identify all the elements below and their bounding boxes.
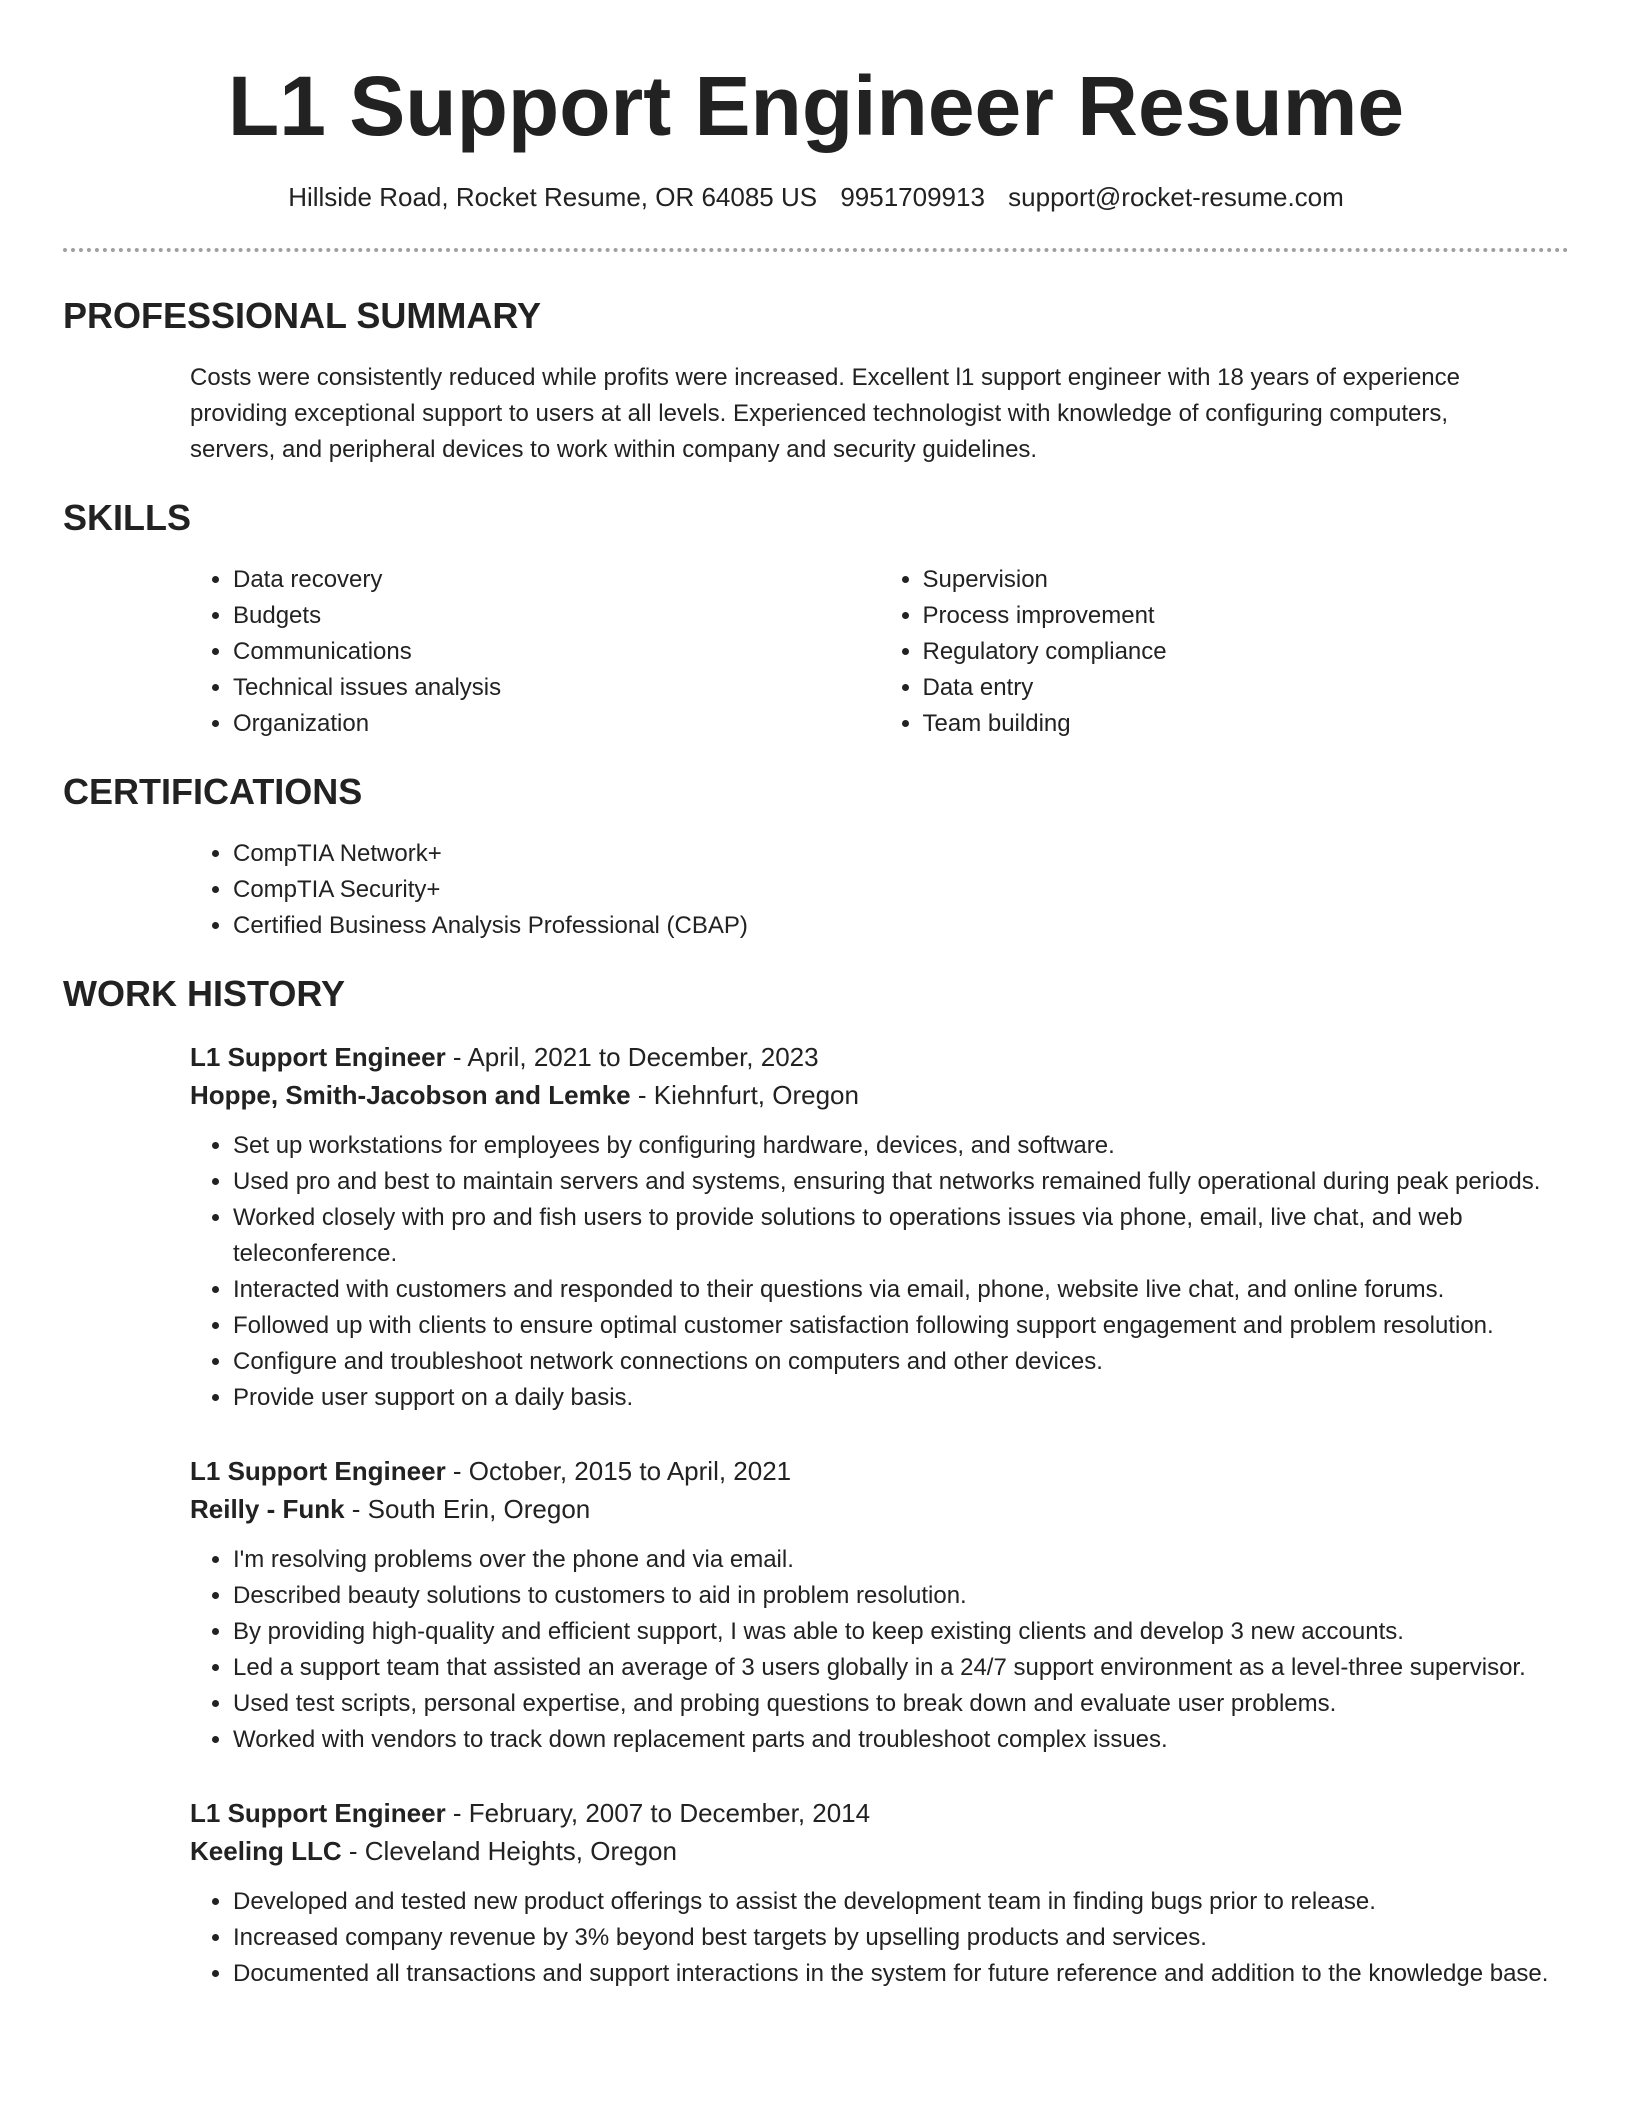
job-entry <box>190 1038 1569 1416</box>
resume-title: L1 Support Engineer Resume <box>227 59 1405 153</box>
skill-item: • Organization <box>233 706 880 742</box>
job-bullet: • Increased company revenue by 3% beyond best targets by upselling products and services. <box>233 1920 1569 1956</box>
job-location: - Cleveland Heights, Oregon <box>341 1836 677 1866</box>
job-role-line <box>190 1794 1569 1832</box>
job-dates: - October, 2015 to April, 2021 <box>445 1456 792 1486</box>
skills-list-right <box>880 562 1570 742</box>
job-bullet: • Developed and tested new product offerings to assist the development team in finding bugs prior to release. <box>233 1884 1569 1920</box>
certification-item: • Certified Business Analysis Professional (CBAP) <box>233 908 1569 944</box>
job-bullet: • Worked with vendors to track down replacement parts and troubleshoot complex issues. <box>233 1722 1569 1758</box>
job-bullet: • Used test scripts, personal expertise, and probing questions to break down and evaluate user problems. <box>233 1686 1569 1722</box>
skill-item: • Data entry <box>923 670 1570 706</box>
professional-summary-section <box>63 294 1569 468</box>
job-entry <box>190 1452 1569 1758</box>
skill-item: • Regulatory compliance <box>923 634 1570 670</box>
certification-item: • CompTIA Security+ <box>233 872 1569 908</box>
job-role: L1 Support Engineer <box>190 1798 446 1828</box>
skills-grid <box>190 562 1569 742</box>
job-role-line <box>190 1452 1569 1490</box>
section-title-certifications: CERTIFICATIONS <box>63 771 363 812</box>
job-dates: - April, 2021 to December, 2023 <box>445 1042 819 1072</box>
job-bullets <box>190 1128 1569 1416</box>
section-title-summary: PROFESSIONAL SUMMARY <box>63 295 542 336</box>
job-bullet: • Followed up with clients to ensure optimal customer satisfaction following support engagement and problem resolution. <box>233 1308 1569 1344</box>
job-bullet: • Worked closely with pro and fish users to provide solutions to operations issues via phone, email, live chat, and web teleconference. <box>233 1200 1569 1272</box>
job-bullets <box>190 1884 1569 1992</box>
job-location: - Kiehnfurt, Oregon <box>630 1080 859 1110</box>
job-location: - South Erin, Oregon <box>344 1494 591 1524</box>
skill-item: • Team building <box>923 706 1570 742</box>
job-role: L1 Support Engineer <box>190 1042 446 1072</box>
job-company-line <box>190 1832 1569 1870</box>
header-divider <box>63 248 1569 252</box>
skills-list-left <box>190 562 880 742</box>
skill-item: • Process improvement <box>923 598 1570 634</box>
skills-section <box>63 496 1569 742</box>
section-title-skills: SKILLS <box>63 497 192 538</box>
skill-item: • Communications <box>233 634 880 670</box>
certifications-body <box>63 836 1569 944</box>
job-bullet: • Used pro and best to maintain servers and systems, ensuring that networks remained fully operational during peak periods. <box>233 1164 1569 1200</box>
job-company: Keeling LLC <box>190 1836 342 1866</box>
job-entry <box>190 1794 1569 1992</box>
contact-email: support@rocket-resume.com <box>1008 182 1344 212</box>
skill-item: • Technical issues analysis <box>233 670 880 706</box>
job-company: Hoppe, Smith-Jacobson and Lemke <box>190 1080 631 1110</box>
job-bullet: • Documented all transactions and support interactions in the system for future reference and addition to the knowledge base. <box>233 1956 1569 1992</box>
skill-item: • Supervision <box>923 562 1570 598</box>
contact-address: Hillside Road, Rocket Resume, OR 64085 US <box>288 182 818 212</box>
contact-phone: 9951709913 <box>840 182 985 212</box>
job-bullet: • Configure and troubleshoot network connections on computers and other devices. <box>233 1344 1569 1380</box>
skills-body <box>63 562 1569 742</box>
contact-line <box>63 180 1569 214</box>
job-bullet: • Led a support team that assisted an average of 3 users globally in a 24/7 support environment as a level-three supervisor. <box>233 1650 1569 1686</box>
summary-body <box>63 360 1569 468</box>
work-history-body <box>63 1038 1569 1992</box>
job-bullets <box>190 1542 1569 1758</box>
job-bullet: • Set up workstations for employees by configuring hardware, devices, and software. <box>233 1128 1569 1164</box>
work-history-section <box>63 972 1569 1992</box>
job-bullet: • I'm resolving problems over the phone and via email. <box>233 1542 1569 1578</box>
section-title-work-history: WORK HISTORY <box>63 973 346 1014</box>
job-company-line <box>190 1076 1569 1114</box>
job-role-line <box>190 1038 1569 1076</box>
job-bullet: • Described beauty solutions to customers to aid in problem resolution. <box>233 1578 1569 1614</box>
resume-header <box>63 0 1569 252</box>
certification-item: • CompTIA Network+ <box>233 836 1569 872</box>
job-company-line <box>190 1490 1569 1528</box>
certifications-section <box>63 770 1569 944</box>
job-bullet: • Interacted with customers and responded to their questions via email, phone, website live chat, and online forums. <box>233 1272 1569 1308</box>
skill-item: • Data recovery <box>233 562 880 598</box>
job-bullet: • Provide user support on a daily basis. <box>233 1380 1569 1416</box>
job-role: L1 Support Engineer <box>190 1456 446 1486</box>
summary-text: Costs were consistently reduced while profits were increased. Excellent l1 support engineer with 18 years of experience providing exceptional support to users at all levels. Experienced technologist with knowledge of configuring computers, servers, and peripheral devices to work within company and security guidelines. <box>190 364 1460 463</box>
job-dates: - February, 2007 to December, 2014 <box>445 1798 871 1828</box>
job-bullet: • By providing high-quality and efficient support, I was able to keep existing clients and develop 3 new accounts. <box>233 1614 1569 1650</box>
job-company: Reilly - Funk <box>190 1494 345 1524</box>
certifications-list <box>190 836 1569 944</box>
skill-item: • Budgets <box>233 598 880 634</box>
